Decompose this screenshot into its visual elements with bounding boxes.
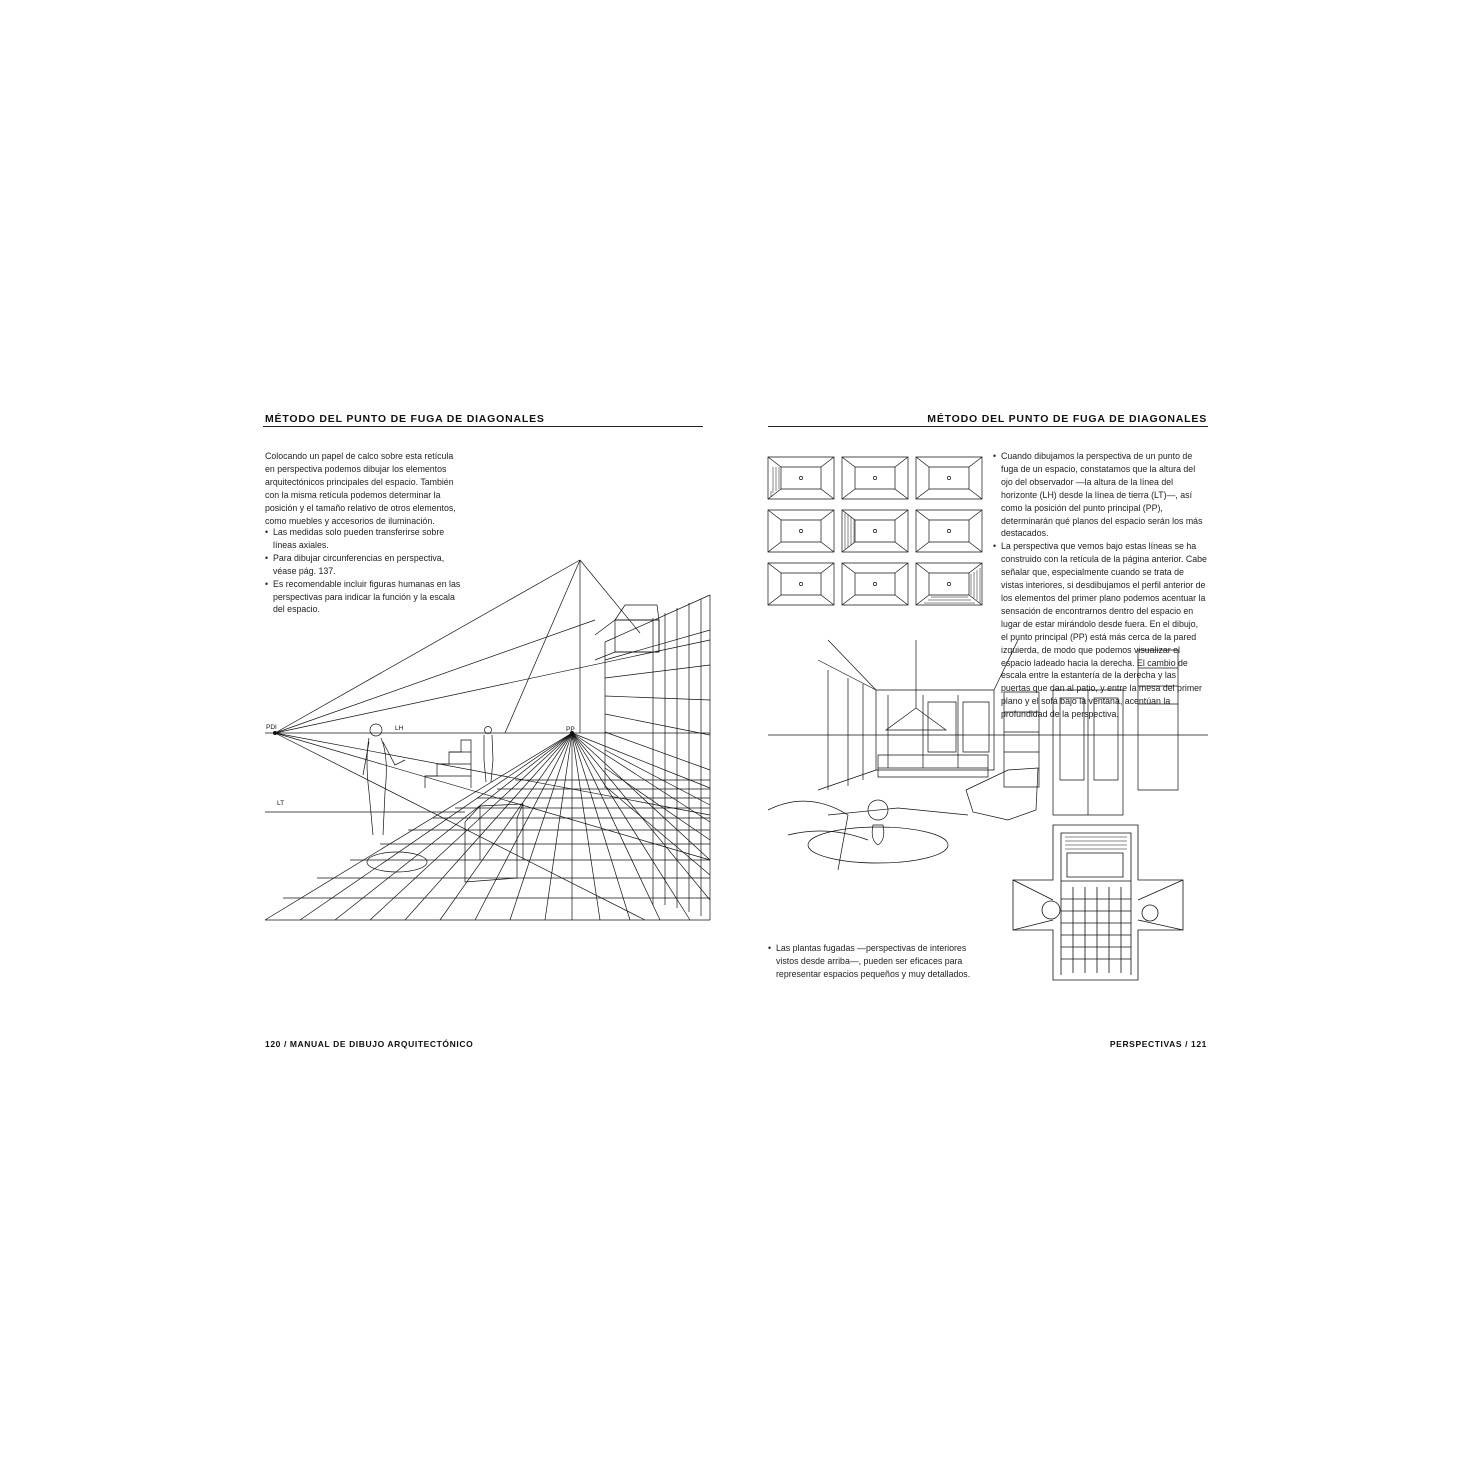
left-page-title: MÉTODO DEL PUNTO DE FUGA DE DIAGONALES: [265, 413, 545, 425]
right-folio: PERSPECTIVAS / 121: [1109, 1039, 1207, 1049]
right-title-rule: [768, 426, 1208, 427]
left-folio: 120 / MANUAL DE DIBUJO ARQUITECTÓNICO: [265, 1039, 474, 1049]
pp-label: PP: [566, 726, 575, 733]
left-bullet-item: • Las medidas solo pueden transferirse sobre líneas axiales.: [265, 526, 465, 552]
right-page-title: MÉTODO DEL PUNTO DE FUGA DE DIAGONALES: [927, 413, 1207, 425]
plan-view-illustration: [1013, 825, 1193, 980]
perspective-grid-illustration: [265, 560, 710, 938]
pdi-label: PDI: [266, 724, 277, 731]
right-bullet-item: • La perspectiva que vemos bajo estas líneas se ha construido con la retícula de la página anterior. Cabe señalar que, especialmente cuando se trata de vistas interiores, si desdibujamos el perfil anterior de los elementos del primer plano podemos acentuar la sensación de encontrarnos dentro del espacio en lugar de estar mirándolo desde fuera. En el dibujo, el punto principal (PP) está más cerca de la pared izquierda, de modo que podemos visualizar el espacio ladeado hacia la derecha. El cambio de escala entre la estantería de la derecha y las puertas que dan al patio, y entre la mesa del primer plano y el sofá bajo la ventana, acentúan la profundidad de la perspectiva.: [993, 540, 1207, 721]
left-title-rule: [263, 426, 703, 427]
left-intro-paragraph: Colocando un papel de calco sobre esta retícula en perspectiva podemos dibujar los elementos arquitectónicos principales del espacio. También con la misma retícula podemos determinar la posición y el tamaño relativo de otros elementos, como muebles y accesorios de iluminación.: [265, 451, 456, 526]
left-bullet-item: • Es recomendable incluir figuras humanas en las perspectivas para indicar la función y la escala del espacio.: [265, 578, 465, 617]
plan-note-block: [768, 942, 980, 981]
left-bullet-item: • Para dibujar circunferencias en perspectiva, véase pág. 137.: [265, 552, 465, 578]
plan-note-list: [768, 942, 980, 981]
right-page: [736, 0, 1472, 1472]
plan-note-item: • Las plantas fugadas —perspectivas de interiores vistos desde arriba—, pueden ser eficaces para representar espacios pequeños y muy detallados.: [768, 942, 980, 981]
right-bullet-item: • Cuando dibujamos la perspectiva de un punto de fuga de un espacio, constatamos que la altura del ojo del observador —la altura de la línea del horizonte (LH) desde la línea de tierra (LT)—, así como la posición del punto principal (PP), determinarán qué planos del espacio serán los más destacados.: [993, 450, 1207, 540]
lh-label: LH: [395, 725, 404, 732]
lt-label: LT: [277, 800, 285, 807]
box-views-illustration: [768, 457, 990, 609]
